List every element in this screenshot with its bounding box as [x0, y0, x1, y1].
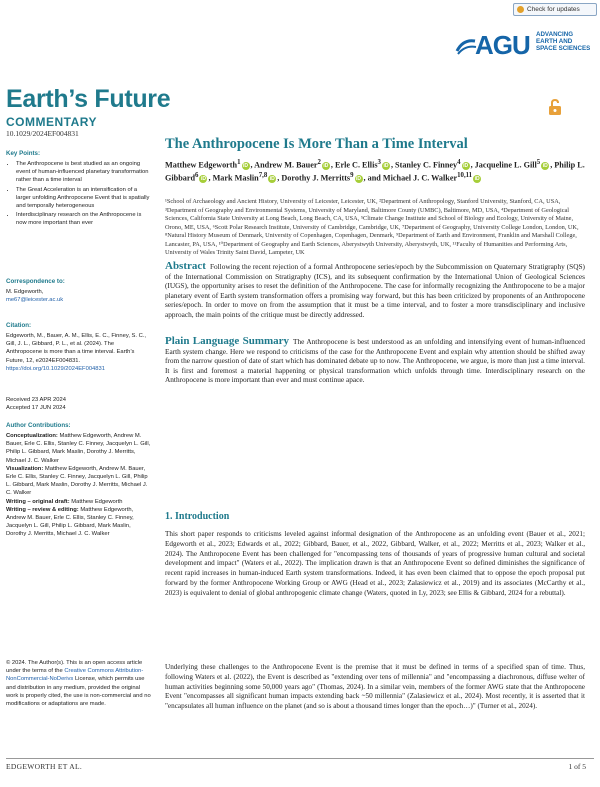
author-affil-sup: 1: [237, 159, 241, 166]
orcid-icon[interactable]: iD: [474, 175, 480, 182]
contributions: [6, 432, 151, 539]
author-name: Jacqueline L. Gill: [474, 160, 537, 170]
doi: 10.1029/2024EF004831: [6, 129, 79, 138]
citation-heading: Citation:: [6, 322, 32, 329]
orcid-icon[interactable]: iD: [463, 162, 469, 169]
author-name: Matthew Edgeworth: [165, 160, 238, 170]
abstract-text: Following the recent rejection of a formal Anthropocene series/epoch by the Subcommission on Quaternary Stratigraphy (SQS) of the International Commission on Stratigraphy (ICS), and its subsequent confirmation by the International Union of Geological Sciences (IUGS), the opportunity arises to reset the definition of the Anthropocene. The case for informally recognizing the Anthropocene to be a major planetary event of Earth system transformation offers a promising way forward, but this has been criticized by proponents of an Anthropocene series/epoch. In order to move on from the assumption that it must be a time interval, and to foster a more transdisciplinary and inclusive approach, the main points of the critique must be directly addressed.: [165, 262, 585, 319]
author-name: Andrew M. Bauer: [254, 160, 318, 170]
section-heading: 1. Introduction: [165, 511, 230, 522]
updates-label: Check for updates: [527, 6, 580, 13]
orcid-icon[interactable]: iD: [200, 175, 206, 182]
plain-language-summary: [165, 337, 585, 385]
body-paragraph: Underlying these challenges to the Anthropocene Event is the premise that it must be defined in terms of a specified span of time. Thus, following Waters et al. (2022), the Event is described as "extending over tens of millennia" and "encompassing a diachronous, diffuse welter of human activities beginning some 50,000 years ago" (Thomas, 2024). In a similar vein, members of the former AWG state that the Anthropocene Event "encompasses all significant human impacts extending back ~50 millennia" (Zalasiewicz et al., 2024). Most recently, it is asserted that it "encapsulates all human influence on the planet (and so is about a thousand times longer than the epoch…)" (Turner et al., 2024).: [165, 663, 585, 711]
agu-tagline-line: SPACE SCIENCES: [536, 45, 591, 53]
author-name: Michael J. C. Walker: [382, 173, 458, 183]
correspondence-heading: Correspondence to:: [6, 278, 65, 285]
contribution-names: Matthew Edgeworth, Andrew M. Bauer, Erle C. Ellis, Stanley C. Finney, Jacquelyn L. Gill, Philip L. Gibbard, Mark Maslin, Dorothy J. Merritts, Michael J. C. Walker: [6, 465, 148, 497]
citation-text: Edgeworth, M., Bauer, A. M., Ellis, E. C., Finney, S. C., Gill, J. L., Gibbard, P. L., et al. (2024). The Anthropocene is more than a time interval. Earth’s Future, 12, e2024EF004831.: [6, 333, 147, 364]
contribution-names: Matthew Edgeworth: [71, 498, 123, 505]
citation-doi-link[interactable]: https://doi.org/10.1029/2024EF004831: [6, 365, 105, 372]
key-point: • Interdisciplinary research on the Anthropocene is now more important than ever: [16, 211, 151, 227]
author-name: Erle C. Ellis: [335, 160, 378, 170]
abstract: [165, 262, 585, 320]
orcid-icon[interactable]: iD: [542, 162, 548, 169]
contribution-entry: [6, 465, 151, 498]
open-access-lock-icon[interactable]: [546, 98, 564, 116]
key-point: • The Great Acceleration is an intensification of a larger unfolding Anthropocene Event that is spatially and temporally heterogeneous: [16, 186, 151, 211]
author-affil-sup: 5: [536, 159, 541, 166]
contribution-names: Matthew Edgeworth, Andrew M. Bauer, Erle C. Ellis, Stanley C. Finney, Jacquelyn L. Gill, Philip L. Gibbard, Mark Maslin, Dorothy J. Merritts, Michael J. C. Walker: [6, 433, 151, 464]
author-name: Stanley C. Finney: [395, 160, 458, 170]
author-affil-sup: 6: [195, 171, 199, 179]
body-paragraph: This short paper responds to criticisms leveled against informal designation of the Anthropocene as an unfolding event (Bauer et al., 2021; Edgeworth et al., 2023; Edwards et al., 2022; Gibbard, Bauer, et al., 2022, Gibbard, Walker, et al., 2022; Merritts et al., 2023; Walker et al., 2024). The Anthropocene Event has been challenged for "encompassing tens of thousands of years of progressive human cultural and societal development and impact" (Waters et al., 2022). The implication drawn is that an Anthropocene Event so defined diminishes the significance of recent rapid increases in human-induced Earth system transformations. Indeed, it has even been claimed that to oppose the epoch proposal put forward by the former Anthropocene Working Group or AWG (Head et al., 2023; Zalasiewicz et al., 2019) and its associates (McCarthy et al., 2023) is equivalent to denial of global anthropogenic climate change (Waters, quoted in Ly, 2023; see Ellis & Gibbard, 2024 for a rebuttal).: [165, 530, 585, 597]
contribution-entry: [6, 498, 151, 506]
key-points-heading: Key Points:: [6, 150, 41, 157]
received-date: Received 23 APR 2024: [6, 397, 66, 403]
author-name: Mark Maslin: [212, 173, 259, 183]
contribution-entry: [6, 432, 151, 465]
abstract-label: Abstract: [165, 260, 206, 272]
key-point: • The Anthropocene is best studied as an ongoing event of human-influenced planetary transformation rather than a time interval: [16, 160, 151, 185]
article-type: COMMENTARY: [6, 115, 97, 129]
check-for-updates-button[interactable]: [513, 3, 597, 16]
author-name: Philip L. Gibbard: [165, 160, 585, 183]
contributions-heading: Author Contributions:: [6, 422, 71, 429]
correspondence: [6, 288, 151, 304]
citation: [6, 332, 151, 373]
license-link[interactable]: Creative Commons Attribution-NonCommercial-NoDerivs: [6, 668, 144, 683]
correspondence-name: M. Edgeworth,: [6, 289, 44, 295]
author-affil-sup: 4: [457, 159, 461, 166]
author-affil-sup: 3: [377, 159, 381, 166]
orcid-icon[interactable]: iD: [356, 175, 362, 182]
pls-label: Plain Language Summary: [165, 335, 290, 347]
contribution-role: Writing – review & editing:: [6, 506, 79, 513]
agu-wordmark: AGU: [475, 30, 530, 60]
agu-tagline-line: ADVANCING: [536, 31, 574, 38]
updates-icon: [517, 6, 524, 13]
contribution-names: Matthew Edgeworth, Andrew M. Bauer, Erle C. Ellis, Stanley C. Finney, Jacquelyn L. Gill, Philip L. Gibbard, Mark Maslin, Dorothy J. Merritts, Michael J. C. Walker: [6, 506, 134, 538]
dates: [6, 396, 151, 412]
license-text-2: License, which permits use and distribution in any medium, provided the original work is properly cited, the use is non-commercial and no modifications or adaptations are made.: [6, 676, 151, 708]
contribution-role: Conceptualization:: [6, 433, 58, 439]
orcid-icon[interactable]: iD: [269, 175, 275, 182]
orcid-icon[interactable]: iD: [243, 162, 249, 169]
author-list: Matthew Edgeworth$^1$ iD , Andrew M. Bauer$^2$ iD , Erle C. Ellis$^3$ iD , Stanley C. Finney$^4$ iD , Jacqueline L. Gill$^5$ iD , Philip L. Gibbard$^6$ iD , Mark Maslin$^{7,8}$ iD , Dorothy J. Merritts$^9$ iD , and Michael J. C. Walker$^{10,11}$ iD: [165, 159, 585, 183]
affiliations: ¹School of Archaeology and Ancient History, University of Leicester, Leicester, UK, ²Department of Anthropology, Stanford University, Stanford, CA, USA, ³Department of Geography and Environmental Systems, University of Maryland, Baltimore County (UMBC), Baltimore, MD, USA, ⁴Department of Geological Sciences, California State University at Long Beach, Long Beach, CA, USA, ⁵Climate Change Institute and School of Biology and Ecology, University of Maine, Orono, ME, USA, ⁶Scott Polar Research Institute, University of Cambridge, Cambridge, UK, ⁷Department of Geography, University College London, London, UK, ⁸Natural History Museum of Denmark, University of Copenhagen, Copenhagen, Denmark, ⁹Department of Earth and Environment, Franklin and Marshall College, Lancaster, PA, USA, ¹⁰Department of Geography and Earth Sciences, Aberystwyth University, Aberystwyth, UK, ¹¹Faculty of Humanities and Performing Arts, University of Wales Trinity Saint David, Lampeter, UK: [165, 198, 579, 256]
correspondence-email-link[interactable]: me67@leicester.ac.uk: [6, 297, 64, 304]
footer-divider: [6, 758, 594, 759]
license-text: © 2024. The Author(s). This is an open access article under the terms of the: [6, 660, 143, 675]
journal-name: Earth’s Future: [6, 85, 171, 113]
orcid-icon[interactable]: iD: [323, 162, 329, 169]
author-name: Dorothy J. Merritts: [281, 173, 351, 183]
article-title: The Anthropocene Is More Than a Time Interval: [165, 136, 468, 152]
contribution-role: Visualization:: [6, 465, 44, 472]
footer-running-head: EDGEWORTH ET AL.: [6, 762, 83, 771]
agu-tagline-line: EARTH AND: [536, 38, 573, 46]
footer-page-number: 1 of 5: [568, 762, 586, 771]
contribution-role: Writing – original draft:: [6, 498, 70, 505]
author-affil-sup: 9: [350, 171, 354, 179]
orcid-icon[interactable]: iD: [383, 162, 389, 169]
author-affil-sup: 2: [317, 159, 321, 166]
author-affil-sup: 7,8: [258, 171, 268, 179]
key-points-list: [6, 160, 151, 229]
license: [6, 659, 151, 708]
agu-logo: [455, 26, 595, 66]
contribution-entry: [6, 506, 151, 539]
author-affil-sup: 10,11: [457, 171, 473, 179]
agu-globe-icon: [455, 35, 477, 57]
pls-text: The Anthropocene is best understood as an unfolding and intensifying event of human-influenced Earth system change. Here we respond to criticisms of the case for the Anthropocene Event and explain why attention should be shifted away from the narrow question of date of start which has dominated debate up to now. The Anthropocene, we argue, is more than just a time interval. It is first and foremost a material happening or physical transformation which unfolds through time. Interdisciplinary research on the Anthropocene is more important than ever and must continue apace.: [165, 337, 585, 385]
accepted-date: Accepted 17 JUN 2024: [6, 405, 66, 412]
